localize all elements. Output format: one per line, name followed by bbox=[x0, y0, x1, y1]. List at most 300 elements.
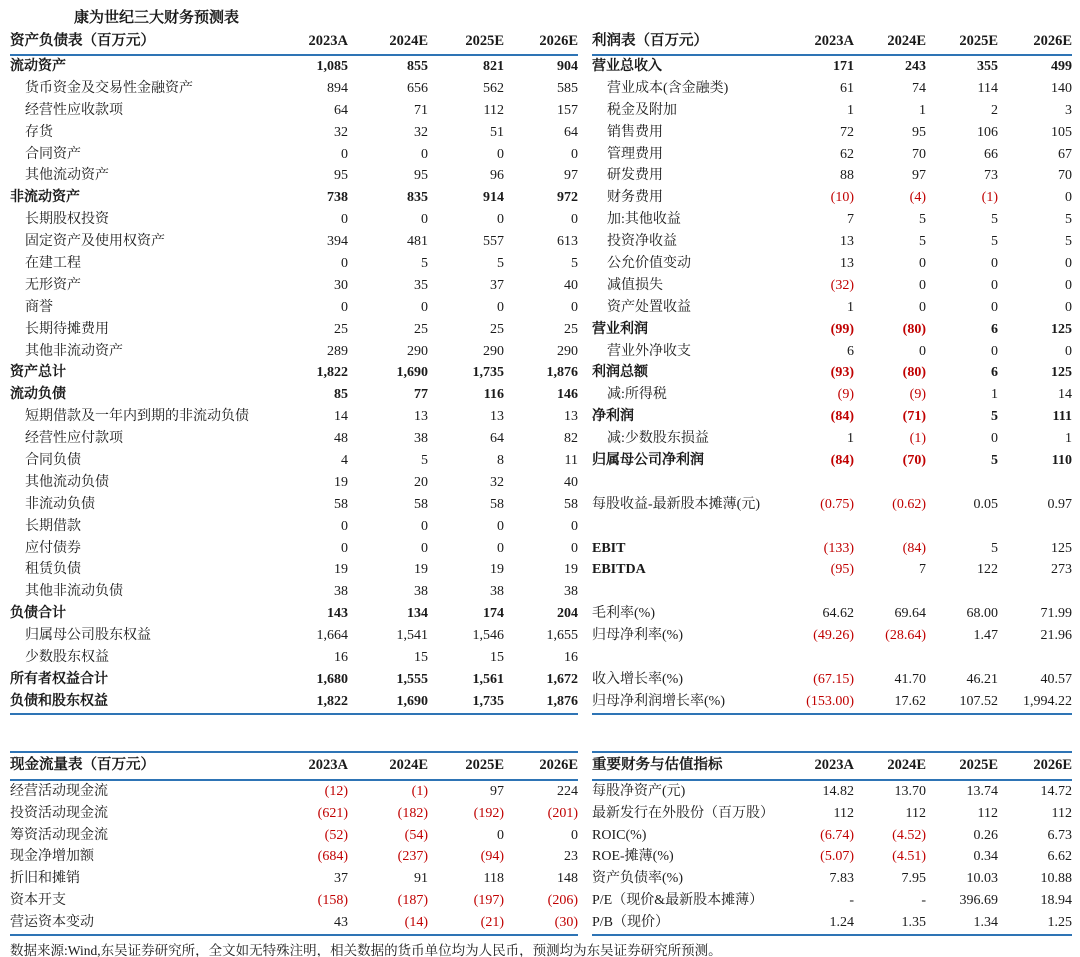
cell-value: 1,690 bbox=[396, 365, 428, 381]
cell-value: 5 bbox=[991, 234, 998, 250]
cell-value: 0 bbox=[341, 212, 348, 228]
table-row bbox=[10, 494, 578, 516]
cell-value: 21.96 bbox=[1040, 628, 1072, 644]
cell-value: 1 bbox=[847, 431, 854, 447]
cell-value: 0 bbox=[991, 299, 998, 315]
row-label: 其他非流动负债 bbox=[25, 584, 123, 600]
cell-value: 821 bbox=[483, 59, 504, 74]
cell-value: 97 bbox=[564, 168, 578, 184]
cell-value bbox=[998, 581, 1072, 603]
cell-value: 58 bbox=[334, 496, 348, 512]
cell-value: (30) bbox=[554, 915, 578, 931]
table-row bbox=[10, 781, 578, 803]
cell-value: 656 bbox=[407, 80, 428, 96]
cell-value: 19 bbox=[414, 562, 428, 578]
cell-value: (54) bbox=[404, 827, 428, 843]
cell-value: 38 bbox=[490, 584, 504, 600]
cell-value: 0 bbox=[571, 212, 578, 228]
row-label: 其他流动负债 bbox=[25, 474, 109, 490]
row-label: 收入增长率(%) bbox=[592, 671, 683, 687]
cell-value: 1,735 bbox=[472, 365, 504, 381]
cell-value: 5 bbox=[919, 212, 926, 228]
cell-value: 2 bbox=[991, 102, 998, 118]
table-row bbox=[592, 275, 1072, 297]
row-label: 营运资本变动 bbox=[10, 915, 94, 931]
row-label: 经营性应付款项 bbox=[25, 431, 123, 447]
table-header bbox=[10, 30, 578, 56]
cell-value: 1 bbox=[847, 299, 854, 315]
cell-value: 125 bbox=[1051, 321, 1072, 337]
cell-value: 914 bbox=[483, 190, 504, 206]
cell-value: (70) bbox=[902, 453, 926, 469]
cell-value: 58 bbox=[564, 496, 578, 512]
cell-value: 71 bbox=[414, 102, 428, 118]
cell-value: 4 bbox=[341, 453, 348, 469]
cell-value: 110 bbox=[1051, 453, 1072, 469]
table-row bbox=[592, 912, 1072, 934]
cell-value: 1.47 bbox=[973, 628, 998, 644]
cell-value: 6 bbox=[991, 321, 998, 337]
row-label: 归属母公司净利润 bbox=[592, 453, 704, 469]
data-source-footnote: 数据来源:Wind,东吴证券研究所，全文如无特殊注明，相关数据的货币单位均为人民币，预测均为东吴证券研究所预测。 bbox=[10, 942, 722, 957]
cell-value: 95 bbox=[912, 124, 926, 140]
cell-value: (84) bbox=[830, 409, 854, 425]
cell-value: 10.88 bbox=[1040, 871, 1072, 887]
cell-value: 61 bbox=[840, 80, 854, 96]
table-row bbox=[10, 450, 578, 472]
cell-value: (99) bbox=[830, 321, 854, 337]
row-label bbox=[592, 516, 782, 538]
cell-value: 146 bbox=[557, 387, 578, 403]
cell-value: 40.57 bbox=[1040, 671, 1072, 687]
cell-value: 14.72 bbox=[1040, 783, 1072, 799]
column-header: 2026E bbox=[539, 756, 578, 773]
row-label: P/B（现价） bbox=[592, 915, 670, 931]
table-row bbox=[592, 625, 1072, 647]
cell-value: 8 bbox=[497, 453, 504, 469]
cell-value: (94) bbox=[480, 849, 504, 865]
cell-value: (93) bbox=[830, 365, 854, 381]
table-title: 现金流量表（百万元） bbox=[10, 756, 155, 773]
table-row bbox=[10, 297, 578, 319]
table-row bbox=[10, 187, 578, 209]
cell-value: 5 bbox=[421, 256, 428, 272]
cell-value: 30 bbox=[334, 277, 348, 293]
table-row bbox=[10, 803, 578, 825]
table-row bbox=[10, 56, 578, 78]
table-row bbox=[592, 144, 1072, 166]
cell-value: 134 bbox=[407, 606, 428, 622]
cell-value: 125 bbox=[1051, 365, 1072, 381]
table-row bbox=[592, 165, 1072, 187]
cell-value: 562 bbox=[483, 80, 504, 96]
cell-value: 243 bbox=[905, 59, 926, 74]
row-label: 货币资金及交易性金融资产 bbox=[25, 80, 193, 96]
cell-value: 0 bbox=[497, 827, 504, 843]
cell-value: 19 bbox=[334, 474, 348, 490]
cell-value: (14) bbox=[404, 915, 428, 931]
cell-value: 585 bbox=[557, 80, 578, 96]
cell-value: 64.62 bbox=[822, 606, 854, 622]
column-header: 2025E bbox=[959, 33, 998, 49]
cell-value: 6.62 bbox=[1047, 849, 1072, 865]
table-row bbox=[10, 253, 578, 275]
cell-value: 0 bbox=[571, 146, 578, 162]
row-label: 减值损失 bbox=[607, 277, 663, 293]
table-row bbox=[10, 868, 578, 890]
row-label: 短期借款及一年内到期的非流动负债 bbox=[25, 409, 249, 425]
cell-value: (158) bbox=[317, 893, 348, 909]
table-row bbox=[10, 209, 578, 231]
table-row bbox=[592, 450, 1072, 472]
cell-value: 0 bbox=[571, 827, 578, 843]
cell-value: 19 bbox=[334, 562, 348, 578]
cell-value: 106 bbox=[977, 124, 998, 140]
row-label: 资产总计 bbox=[10, 365, 66, 381]
cell-value: 41.70 bbox=[894, 671, 926, 687]
cell-value: 64 bbox=[490, 431, 504, 447]
cell-value: (197) bbox=[473, 893, 504, 909]
row-label: 营业成本(含金融类) bbox=[607, 80, 729, 96]
table-row bbox=[10, 669, 578, 691]
cell-value: 14 bbox=[334, 409, 348, 425]
cell-value: 290 bbox=[557, 343, 578, 359]
column-header: 2026E bbox=[539, 33, 578, 49]
row-label: 归母净利润增长率(%) bbox=[592, 693, 725, 709]
cell-value: 1.34 bbox=[973, 915, 998, 931]
cell-value: 1,876 bbox=[546, 693, 578, 709]
cell-value: 35 bbox=[414, 277, 428, 293]
table-row bbox=[10, 144, 578, 166]
cell-value: 1,822 bbox=[316, 365, 348, 381]
column-header: 2024E bbox=[389, 756, 428, 773]
cell-value: (84) bbox=[830, 453, 854, 469]
cell-value: 74 bbox=[912, 80, 926, 96]
cell-value: 0.97 bbox=[1047, 496, 1072, 512]
table-row bbox=[592, 428, 1072, 450]
cell-value: (133) bbox=[823, 540, 854, 556]
cell-value: 1,680 bbox=[316, 671, 348, 687]
cell-value: 0 bbox=[571, 299, 578, 315]
cell-value: 114 bbox=[977, 80, 998, 96]
row-label: 存货 bbox=[25, 124, 53, 140]
row-label: 合同资产 bbox=[25, 146, 81, 162]
cell-value: 48 bbox=[334, 431, 348, 447]
cell-value: 1,664 bbox=[316, 628, 348, 644]
cell-value: (1) bbox=[909, 431, 926, 447]
cell-value: 13.74 bbox=[966, 783, 998, 799]
cell-value: (206) bbox=[547, 893, 578, 909]
cell-value: 835 bbox=[407, 190, 428, 206]
table-row bbox=[10, 362, 578, 384]
cell-value: 0 bbox=[497, 212, 504, 228]
cell-value: 116 bbox=[483, 387, 504, 403]
cell-value: 1,690 bbox=[396, 693, 428, 709]
table-title: 资产负债表（百万元） bbox=[10, 33, 155, 49]
cell-value: 0 bbox=[341, 146, 348, 162]
table-row bbox=[592, 825, 1072, 847]
cell-value: 6 bbox=[991, 365, 998, 381]
table-row bbox=[10, 516, 578, 538]
cell-value: 118 bbox=[483, 871, 504, 887]
row-label: 长期待摊费用 bbox=[25, 321, 109, 337]
cell-value: 97 bbox=[490, 783, 504, 799]
cell-value: 0 bbox=[421, 540, 428, 556]
cell-value: 16 bbox=[564, 650, 578, 666]
row-label: P/E（现价&最新股本摊薄） bbox=[592, 893, 764, 909]
cell-value: 15 bbox=[414, 650, 428, 666]
cell-value: (6.74) bbox=[820, 827, 854, 843]
cell-value: (80) bbox=[902, 365, 926, 381]
cell-value: 13 bbox=[490, 409, 504, 425]
cell-value: 38 bbox=[564, 584, 578, 600]
cell-value: 13.70 bbox=[894, 783, 926, 799]
cell-value: 43 bbox=[334, 915, 348, 931]
row-label: 每股净资产(元) bbox=[592, 783, 686, 799]
cell-value: 0 bbox=[497, 146, 504, 162]
row-label: EBIT bbox=[592, 540, 626, 556]
cell-value: 0 bbox=[341, 299, 348, 315]
table-header bbox=[10, 753, 578, 781]
cell-value: 7 bbox=[847, 212, 854, 228]
cell-value: (32) bbox=[830, 277, 854, 293]
row-label: EBITDA bbox=[592, 562, 646, 578]
cell-value: 32 bbox=[334, 124, 348, 140]
cell-value: 0.34 bbox=[973, 849, 998, 865]
cell-value: 105 bbox=[1051, 124, 1072, 140]
cell-value: 904 bbox=[557, 59, 578, 74]
row-label bbox=[592, 647, 782, 669]
cell-value bbox=[998, 472, 1072, 494]
cell-value: (4) bbox=[909, 190, 926, 206]
row-label: 应付债券 bbox=[25, 540, 81, 556]
cell-value: 0 bbox=[919, 277, 926, 293]
table-row bbox=[10, 846, 578, 868]
cell-value: 37 bbox=[334, 871, 348, 887]
cell-value: 0 bbox=[421, 518, 428, 534]
cell-value: 14.82 bbox=[822, 783, 854, 799]
cell-value bbox=[854, 516, 926, 538]
cell-value: 16 bbox=[334, 650, 348, 666]
cell-value: 1,541 bbox=[396, 628, 428, 644]
cell-value: - bbox=[849, 893, 854, 909]
cell-value: (52) bbox=[324, 827, 348, 843]
cell-value: 70 bbox=[1058, 168, 1072, 184]
column-header: 2023A bbox=[814, 756, 854, 773]
row-label: 固定资产及使用权资产 bbox=[25, 234, 165, 250]
row-label: 归属母公司股东权益 bbox=[25, 628, 151, 644]
cell-value: 18.94 bbox=[1040, 893, 1072, 909]
cell-value: 112 bbox=[977, 805, 998, 821]
cell-value: 67 bbox=[1058, 146, 1072, 162]
row-label: 净利润 bbox=[592, 409, 634, 425]
row-label: 归母净利率(%) bbox=[592, 628, 683, 644]
cell-value: 25 bbox=[490, 321, 504, 337]
cell-value: 3 bbox=[1065, 102, 1072, 118]
table-row bbox=[10, 538, 578, 560]
table-row bbox=[10, 890, 578, 912]
cell-value: 1,655 bbox=[546, 628, 578, 644]
table-row bbox=[10, 825, 578, 847]
cell-value: (21) bbox=[480, 915, 504, 931]
cell-value: 13 bbox=[564, 409, 578, 425]
row-label: 流动资产 bbox=[10, 59, 66, 74]
column-header: 2023A bbox=[308, 33, 348, 49]
cell-value: 5 bbox=[991, 453, 998, 469]
table-row bbox=[10, 275, 578, 297]
cell-value: 613 bbox=[557, 234, 578, 250]
cell-value: (95) bbox=[830, 562, 854, 578]
cell-value: 1,672 bbox=[546, 671, 578, 687]
cell-value: 66 bbox=[984, 146, 998, 162]
table-row bbox=[10, 406, 578, 428]
cell-value: 69.64 bbox=[894, 606, 926, 622]
cell-value: (5.07) bbox=[820, 849, 854, 865]
cell-value: 10.03 bbox=[966, 871, 998, 887]
cell-value: 5 bbox=[421, 453, 428, 469]
cell-value: 290 bbox=[407, 343, 428, 359]
cell-value: 0 bbox=[919, 343, 926, 359]
cell-value: 13 bbox=[414, 409, 428, 425]
cell-value: 64 bbox=[564, 124, 578, 140]
table-title: 重要财务与估值指标 bbox=[592, 756, 723, 773]
cell-value: 174 bbox=[483, 606, 504, 622]
cell-value: 19 bbox=[564, 562, 578, 578]
spacer-row bbox=[592, 647, 1072, 669]
row-label: 研发费用 bbox=[607, 168, 663, 184]
cell-value: 11 bbox=[564, 453, 578, 469]
cell-value: 1 bbox=[991, 387, 998, 403]
table-row bbox=[10, 341, 578, 363]
cell-value: 107.52 bbox=[959, 693, 998, 709]
cell-value: - bbox=[921, 893, 926, 909]
cell-value: 7.95 bbox=[901, 871, 926, 887]
cell-value: 1,876 bbox=[546, 365, 578, 381]
cell-value: (192) bbox=[473, 805, 504, 821]
row-label: 公允价值变动 bbox=[607, 256, 691, 272]
table-row bbox=[10, 691, 578, 713]
cell-value: 25 bbox=[414, 321, 428, 337]
cell-value: 82 bbox=[564, 431, 578, 447]
cash-flow-table bbox=[10, 751, 578, 936]
cell-value: 38 bbox=[334, 584, 348, 600]
column-header: 2025E bbox=[465, 756, 504, 773]
column-header: 2024E bbox=[887, 756, 926, 773]
cell-value: 71.99 bbox=[1040, 606, 1072, 622]
cell-value: 0 bbox=[571, 540, 578, 556]
cell-value: 0 bbox=[1065, 256, 1072, 272]
cell-value: 140 bbox=[1051, 80, 1072, 96]
table-row bbox=[10, 647, 578, 669]
cell-value: 1,561 bbox=[472, 671, 504, 687]
row-label: ROIC(%) bbox=[592, 827, 647, 843]
cell-value: 171 bbox=[833, 59, 854, 74]
table-row bbox=[592, 669, 1072, 691]
row-label: 加:其他收益 bbox=[607, 212, 681, 228]
cell-value: 1 bbox=[847, 102, 854, 118]
row-label: 最新发行在外股份（百万股） bbox=[592, 805, 774, 821]
cell-value: (237) bbox=[397, 849, 428, 865]
table-row bbox=[10, 428, 578, 450]
cell-value: (28.64) bbox=[885, 628, 926, 644]
cell-value bbox=[998, 516, 1072, 538]
row-label: ROE-摊薄(%) bbox=[592, 849, 674, 865]
cell-value: 148 bbox=[557, 871, 578, 887]
cell-value: 58 bbox=[490, 496, 504, 512]
row-label: 少数股东权益 bbox=[25, 650, 109, 666]
table-row bbox=[592, 231, 1072, 253]
row-label: 所有者权益合计 bbox=[10, 671, 108, 687]
cell-value: 972 bbox=[557, 190, 578, 206]
cell-value: 5 bbox=[991, 409, 998, 425]
cell-value: 70 bbox=[912, 146, 926, 162]
cell-value: 0 bbox=[1065, 299, 1072, 315]
table-title: 利润表（百万元） bbox=[592, 33, 708, 49]
cell-value: 20 bbox=[414, 474, 428, 490]
cell-value: (684) bbox=[317, 849, 348, 865]
cell-value: 23 bbox=[564, 849, 578, 865]
cell-value: (0.62) bbox=[892, 496, 926, 512]
row-label: 资本开支 bbox=[10, 893, 66, 909]
cell-value: (49.26) bbox=[813, 628, 854, 644]
cell-value: 0 bbox=[497, 518, 504, 534]
spacer-row bbox=[592, 516, 1072, 538]
column-header: 2023A bbox=[308, 756, 348, 773]
column-header: 2024E bbox=[887, 33, 926, 49]
cell-value: 0 bbox=[341, 540, 348, 556]
cell-value: 481 bbox=[407, 234, 428, 250]
table-row bbox=[592, 890, 1072, 912]
column-header: 2025E bbox=[465, 33, 504, 49]
table-row bbox=[10, 319, 578, 341]
cell-value: 1,085 bbox=[316, 59, 348, 74]
cell-value: 738 bbox=[327, 190, 348, 206]
cell-value: (80) bbox=[902, 321, 926, 337]
cell-value bbox=[782, 516, 854, 538]
table-row bbox=[10, 603, 578, 625]
balance-sheet-table bbox=[10, 30, 578, 715]
cell-value: 0 bbox=[1065, 343, 1072, 359]
cell-value: 499 bbox=[1051, 59, 1072, 74]
cell-value: (9) bbox=[909, 387, 926, 403]
cell-value: 91 bbox=[414, 871, 428, 887]
table-row bbox=[592, 868, 1072, 890]
cell-value: 1,994.22 bbox=[1023, 693, 1072, 709]
cell-value: (4.51) bbox=[892, 849, 926, 865]
cell-value: (201) bbox=[547, 805, 578, 821]
cell-value: (12) bbox=[324, 783, 348, 799]
column-header: 2023A bbox=[814, 33, 854, 49]
table-row bbox=[10, 559, 578, 581]
row-label: 利润总额 bbox=[592, 365, 648, 381]
cell-value: 5 bbox=[571, 256, 578, 272]
cell-value: (0.75) bbox=[820, 496, 854, 512]
table-row bbox=[592, 494, 1072, 516]
cell-value: 40 bbox=[564, 474, 578, 490]
cell-value: 157 bbox=[557, 102, 578, 118]
row-label: 营业利润 bbox=[592, 321, 648, 337]
table-row bbox=[592, 78, 1072, 100]
cell-value: 289 bbox=[327, 343, 348, 359]
row-label: 合同负债 bbox=[25, 453, 81, 469]
cell-value: 1 bbox=[1065, 431, 1072, 447]
row-label: 非流动负债 bbox=[25, 496, 95, 512]
cell-value: (71) bbox=[902, 409, 926, 425]
row-label: 折旧和摊销 bbox=[10, 871, 80, 887]
cell-value: 0 bbox=[991, 343, 998, 359]
cell-value: 96 bbox=[490, 168, 504, 184]
cell-value: 0 bbox=[919, 299, 926, 315]
